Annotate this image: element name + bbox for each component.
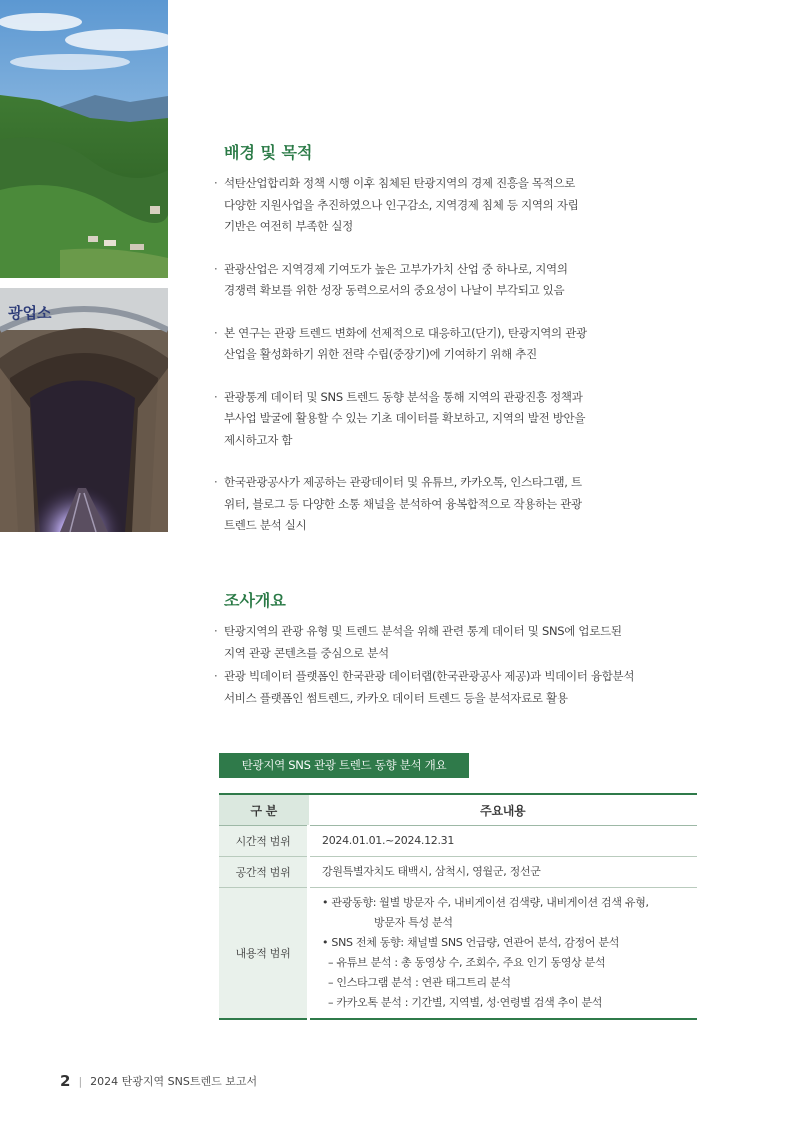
table-row-content-scope	[219, 888, 697, 1020]
table-row-time-scope	[219, 826, 697, 857]
bullet-line: · 석탄산업합리화 정책 시행 이후 침체된 탄광지역의 경제 진흥을 목적으로	[224, 176, 576, 190]
bullet-item	[214, 323, 614, 366]
table-header-row	[219, 794, 697, 826]
background-bullet-list	[214, 173, 614, 558]
content-line-kakaotalk: – 카카오톡 분석 : 기간별, 지역별, 성·연령별 검색 추이 분석	[328, 996, 603, 1009]
tunnel-sign-text: 광업소	[8, 304, 52, 322]
table-row-spatial-scope	[219, 857, 697, 888]
row-header-spatial-scope: 공간적 범위	[219, 857, 309, 888]
bullet-line: 다양한 지원사업을 추진하였으나 인구감소, 지역경제 침체 등 지역의 자립	[224, 197, 579, 212]
bullet-item	[214, 666, 654, 709]
row-header-content-scope: 내용적 범위	[219, 888, 309, 1020]
bullet-item	[214, 621, 654, 664]
row-value-spatial-scope	[309, 857, 698, 888]
bullet-item	[214, 472, 614, 537]
survey-section-title: 조사개요	[224, 591, 286, 610]
bullet-line: · 탄광지역의 관광 유형 및 트렌드 분석을 위해 관련 통계 데이터 및 SNS에 업로드된	[224, 624, 622, 638]
content-line-tourism-trend: • 관광동향: 월별 방문자 수, 내비게이션 검색량, 내비게이션 검색 유형,	[322, 896, 649, 909]
report-title: 2024 탄광지역 SNS트렌드 보고서	[90, 1075, 258, 1088]
overview-table	[219, 793, 697, 1020]
bullet-line: 경쟁력 확보를 위한 성장 동력으로서의 중요성이 나날이 부각되고 있음	[224, 283, 565, 297]
bullet-line: 제시하고자 함	[224, 432, 293, 447]
bullet-item	[214, 387, 614, 452]
bullet-line: · 관광산업은 지역경제 기여도가 높은 고부가가치 산업 중 하나로, 지역의	[224, 261, 568, 276]
row-value-line: 강원특별자치도 태백시, 삼척시, 영월군, 정선군	[322, 865, 541, 878]
page-footer	[60, 1072, 257, 1090]
row-value-time-scope	[309, 826, 698, 857]
content-line-tourism-trend-cont: 방문자 특성 분석	[374, 916, 453, 929]
mine-tunnel-photo	[0, 288, 168, 532]
bullet-line: 트렌드 분석 실시	[224, 518, 307, 532]
row-value-content-scope	[309, 888, 698, 1020]
bullet-line: · 관광 빅데이터 플랫폼인 한국관광 데이터랩(한국관광공사 제공)과 빅데이터 융합분석	[224, 669, 635, 683]
bullet-line: 산업을 활성화하기 위한 전략 수립(중장기)에 기여하기 위해 추진	[224, 347, 537, 361]
bullet-line: · 한국관광공사가 제공하는 관광데이터 및 유튜브, 카카오톡, 인스타그램, 트	[224, 475, 582, 489]
mountain-village-photo	[0, 0, 168, 278]
row-header-time-scope: 시간적 범위	[219, 826, 309, 857]
content-line-sns-trend: • SNS 전체 동향: 채널별 SNS 언급량, 연관어 분석, 감정어 분석	[322, 936, 620, 949]
background-section-title: 배경 및 목적	[224, 143, 313, 162]
content-line-youtube: – 유튜브 분석 : 총 동영상 수, 조회수, 주요 인기 동영상 분석	[328, 956, 606, 969]
bullet-line: · 관광통계 데이터 및 SNS 트렌드 동향 분석을 통해 지역의 관광진흥 정책과	[224, 389, 583, 404]
page-number: 2	[60, 1072, 71, 1090]
bullet-line: 지역 관광 콘텐츠를 중심으로 분석	[224, 645, 389, 660]
bullet-line: · 본 연구는 관광 트렌드 변화에 선제적으로 대응하고(단기), 탄광지역의 관광	[224, 325, 587, 340]
bullet-line: 기반은 여전히 부족한 실정	[224, 219, 353, 233]
content-line-instagram: – 인스타그램 분석 : 연관 태그트리 분석	[328, 976, 511, 989]
row-value-line: 2024.01.01.~2024.12.31	[322, 834, 455, 847]
bullet-item	[214, 173, 614, 238]
column-header-content: 주요내용	[309, 794, 698, 826]
column-header-category: 구 분	[219, 794, 309, 826]
table-caption: 탄광지역 SNS 관광 트렌드 동향 분석 개요	[219, 753, 469, 778]
bullet-line: 위터, 블로그 등 다양한 소통 채널을 분석하여 융복합적으로 작용하는 관광	[224, 496, 582, 511]
bullet-line: 서비스 플랫폼인 썸트렌드, 카카오 데이터 트렌드 등을 분석자료로 활용	[224, 690, 568, 705]
survey-bullet-list	[214, 621, 654, 711]
footer-separator: |	[78, 1075, 83, 1088]
bullet-item	[214, 259, 614, 302]
bullet-line: 부사업 발굴에 활용할 수 있는 기초 데이터를 확보하고, 지역의 발전 방안을	[224, 411, 586, 425]
